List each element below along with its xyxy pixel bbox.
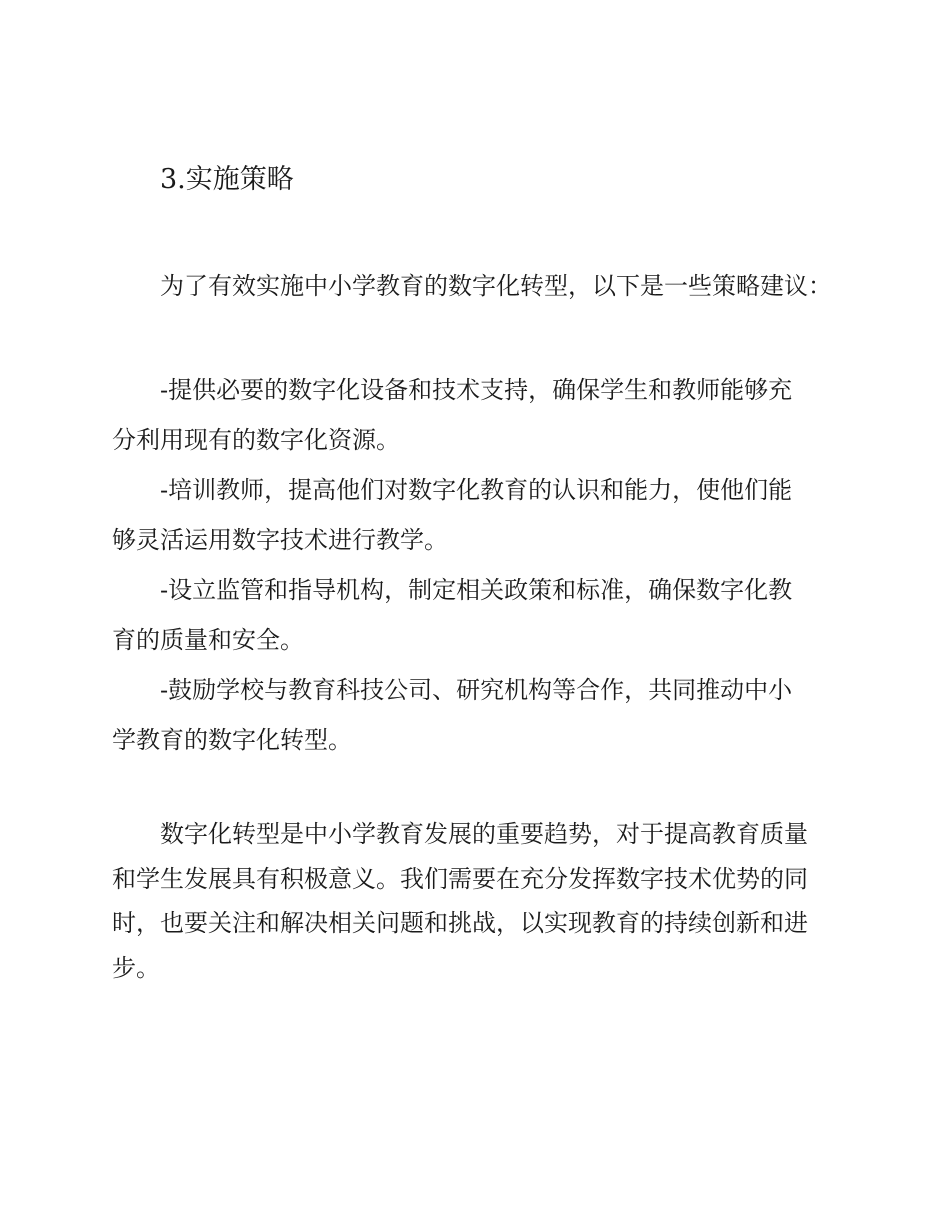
strategy-item-supervision — [112, 565, 832, 665]
strategy-item-line: 够灵活运用数字技术进行教学。 — [112, 526, 448, 554]
strategy-item-equipment — [112, 365, 832, 465]
conclusion-paragraph — [112, 812, 842, 990]
conclusion-line: 和学生发展具有积极意义。我们需要在充分发挥数字技术优势的同 — [112, 864, 808, 893]
strategy-item-teacher-training — [112, 465, 832, 565]
strategy-item-line: -鼓励学校与教育科技公司、研究机构等合作，共同推动中小 — [160, 676, 793, 704]
intro-paragraph: 为了有效实施中小学教育的数字化转型，以下是一些策略建议： — [160, 272, 832, 300]
strategy-item-line: 分利用现有的数字化资源。 — [112, 426, 400, 454]
conclusion-line: 数字化转型是中小学教育发展的重要趋势，对于提高教育质量 — [160, 820, 808, 848]
strategy-list — [112, 365, 832, 765]
strategy-item-line: -设立监管和指导机构，制定相关政策和标准，确保数字化教 — [160, 576, 793, 604]
strategy-item-line: 育的质量和安全。 — [112, 626, 304, 654]
strategy-item-cooperation — [112, 665, 832, 765]
strategy-item-line: -培训教师，提高他们对数字化教育的认识和能力，使他们能 — [160, 476, 793, 504]
conclusion-line: 时，也要关注和解决相关问题和挑战，以实现教育的持续创新和进 — [112, 909, 808, 937]
section-heading: 3.实施策略 — [160, 164, 294, 195]
strategy-item-line: -提供必要的数字化设备和技术支持，确保学生和教师能够充 — [160, 376, 793, 404]
conclusion-line: 步。 — [112, 953, 160, 982]
strategy-item-line: 学教育的数字化转型。 — [112, 726, 352, 754]
